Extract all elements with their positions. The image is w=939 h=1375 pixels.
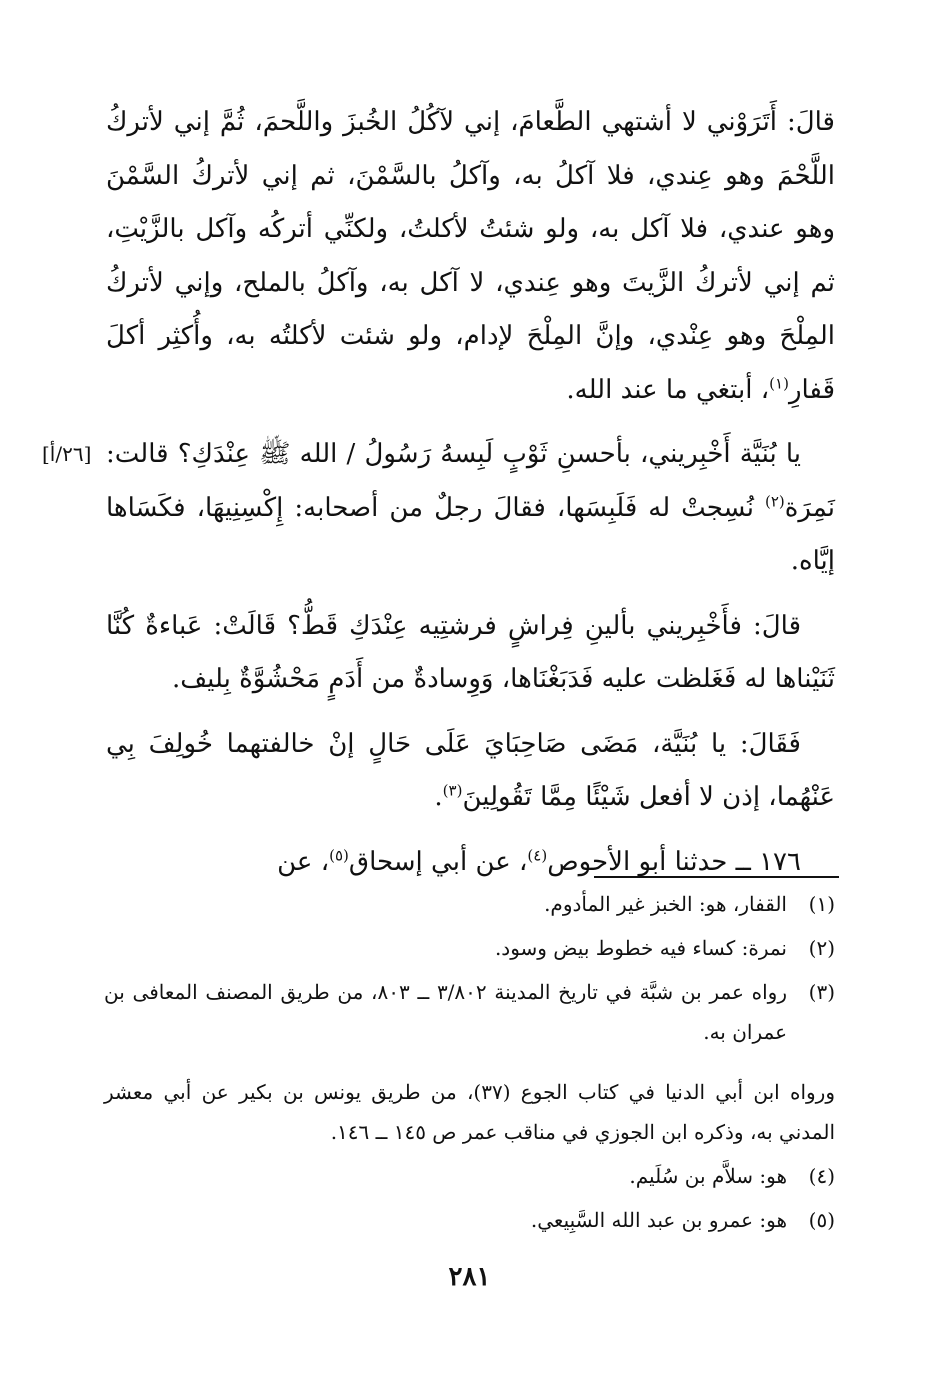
footnote-4 <box>104 1156 835 1196</box>
paragraph-3-text: قالَ: فأَخْبِريني بألينِ فِراشٍ فرشتِيه عِنْدَكِ قَطُّ؟ قَالَتْ: عَباءةٌ كُنَّا ثَنَيْناها له فَغَلظت عليه فَدَبَغْنَاها، وَوِسادةٌ من أَدَمٍ مَحْشُوَّةٌ بِليف. <box>106 610 835 694</box>
footnote-ref-4[interactable]: (٤) <box>527 845 548 864</box>
footnote-text: هو: عمرو بن عبد الله السَّبِيعي. <box>530 1208 787 1232</box>
footnote-text: نمرة: كساء فيه خطوط بيض وسود. <box>494 936 787 960</box>
footnote-3 <box>104 972 835 1052</box>
footnote-text: هو: سلاَّم بن سُلَيم. <box>629 1164 787 1188</box>
footnote-number: (١) <box>808 892 835 916</box>
footnote-number: (٣) <box>808 980 835 1004</box>
hadith-176-a: ١٧٦ ــ حدثنا أبو الأحوص <box>547 846 801 877</box>
footnote-ref-5[interactable]: (٥) <box>329 845 349 864</box>
hadith-176-c: ، عن <box>277 846 330 877</box>
footnote-separator <box>594 876 839 878</box>
page-number: ٢٨١ <box>448 1262 491 1292</box>
footnote-2 <box>104 928 835 968</box>
footnote-number: (٤) <box>808 1164 835 1188</box>
paragraph-2-text-b: نُسِجتْ له فَلَبِسَها، فقالَ رجلٌ من أصحابه: إِكْسِنِيهَا، فكَسَاها إيَّاه. <box>106 492 835 576</box>
footnote-number: (٢) <box>808 936 835 960</box>
footnote-text: رواه عمر بن شبَّة في تاريخ المدينة ٣/٨٠٢ ــ ٨٠٣، من طريق المصنف المعافى بن عمران به. <box>104 980 788 1044</box>
paragraph-4-text: فَقَالَ: يا بُنَيَّة، مَضَى صَاحِبَايَ عَلَى حَالٍ إنْ خالفتهما خُولِفَ بِي عَنْهُما، إذن لا أفعل شَيْئًا مِمَّا تَقُولِينَ <box>106 728 835 812</box>
footnote-3-continuation <box>104 1072 835 1152</box>
paragraph-2 <box>42 428 835 589</box>
footnote-5 <box>104 1200 835 1240</box>
hadith-176-b: ، عن أبي إسحاق <box>348 846 528 877</box>
folio-marker: [٢٦/أ] <box>42 442 92 466</box>
footnote-ref-1[interactable]: (١) <box>769 373 789 392</box>
paragraph-3 <box>106 600 835 707</box>
footnote-ref-2[interactable]: (٢) <box>764 491 785 510</box>
main-text <box>42 96 835 900</box>
footnote-ref-3[interactable]: (٣) <box>442 781 463 800</box>
paragraph-1: قالَ: أَتَرَوْني لا أشتهي الطَّعامَ، إني لآكُلُ الخُبزَ واللَّحمَ، ثُمَّ إني لأتركُ اللَّحْمَ وهو عِندي، فلا آكلُ به، وآكلُ بالسَّمْنَ، ثم إني لأتركُ السَّمْنَ وهو عندي، فلا آكل به، ولو شئتُ لأكلتُ، ولكنِّي أتركُه وآكل بالزَّيْتِ، ثم إني لأتركُ الزَّيتَ وهو عِندي، لا آكل به، وآكلُ بالملح، وإني لأتركُ المِلْحَ وهو عِنْدي، وإنَّ المِلْحَ لإدام، ولو شئت لأكلتُه به، وأُكثِر أكلَ قَفارِ$^{(١)}$، أبتغي ما عند الله. <box>106 107 835 405</box>
paragraph-4-end: . <box>434 782 443 812</box>
paragraph-2-text-a: يا بُنَيَّة أَخْبِريني، بأحسنِ ثَوْبٍ لَبِسهُ رَسُولُ / الله ﷺ عِنْدَكِ؟ قالت: نَمِرَة <box>106 439 835 523</box>
footnote-number: (٥) <box>808 1208 835 1232</box>
footnotes <box>104 884 835 1244</box>
paragraph-4 <box>106 718 835 825</box>
paragraph-5 <box>106 836 835 890</box>
footnote-text: ورواه ابن أبي الدنيا في كتاب الجوع (٣٧)، من طريق يونس بن بكير عن أبي معشر المدني به، وذكره ابن الجوزي في مناقب عمر ص ١٤٥ ــ ١٤٦. <box>104 1080 835 1144</box>
paragraph-1-end: أبتغي ما عند الله. <box>566 374 753 405</box>
footnote-text: القفار، هو: الخبز غير المأدوم. <box>544 892 787 916</box>
paragraph-1-text: قالَ: أَتَرَوْني لا أشتهي الطَّعامَ، إني لآكُلُ الخُبزَ واللَّحمَ، ثُمَّ إني لأتركُ اللَّحْمَ وهو عِندي، فلا آكلُ به، وآكلُ بالسَّمْنَ، ثم إني لأتركُ السَّمْنَ وهو عندي، فلا آكل به، ولو شئتُ لأكلتُ، ولكنِّي أتركُه وآكل بالزَّيْتِ، ثم إني لأتركُ الزَّيتَ وهو عِندي، لا آكل به، وآكلُ بالملح، وإني لأتركُ المِلْحَ وهو عِنْدي، وإنَّ المِلْحَ لإدام، ولو شئت لأكلتُه به، وأُكثِر أكلَ قَفارِ <box>106 107 835 405</box>
footnote-1 <box>104 884 835 924</box>
